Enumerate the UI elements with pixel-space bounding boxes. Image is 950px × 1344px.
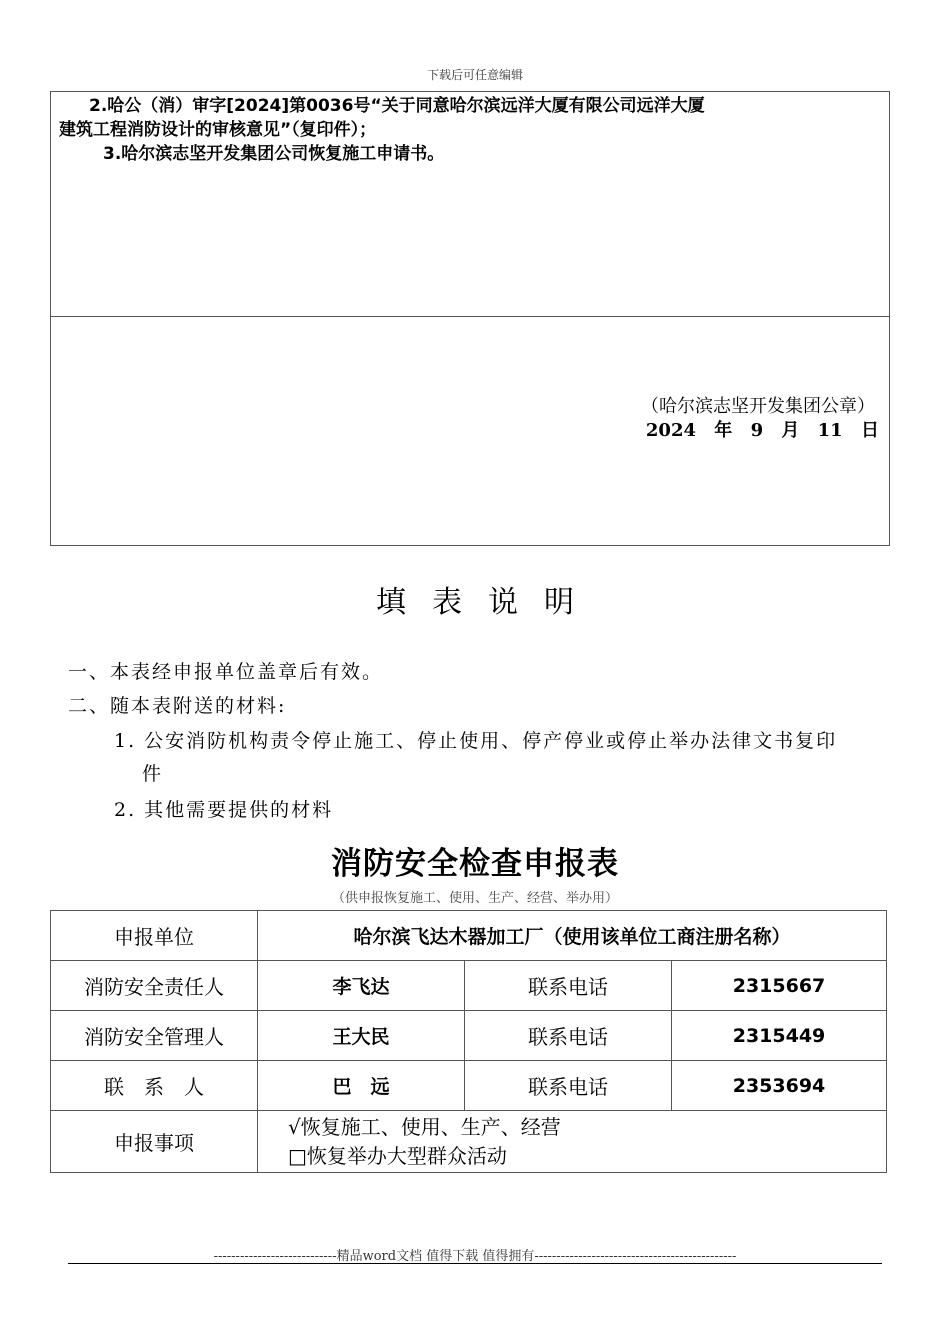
form-subtitle: （供申报恢复施工、使用、生产、经营、举办用）	[331, 891, 618, 906]
table-row	[51, 1011, 887, 1061]
items-cell	[258, 1111, 887, 1173]
attachments-box	[50, 91, 890, 546]
instruction-sub-1-cont: 件	[142, 763, 164, 785]
seal-text: （哈尔滨志坚开发集团公章）	[641, 396, 875, 417]
row-phone-label: 联系电话	[465, 961, 672, 1011]
row-name: 巴 远	[258, 1061, 465, 1111]
header-note: 下载后可任意编辑	[426, 68, 523, 82]
row-name: 王大民	[258, 1011, 465, 1061]
date-year-unit: 年	[714, 420, 733, 441]
row-phone-label: 联系电话	[465, 1061, 672, 1111]
row-phone: 2353694	[672, 1061, 887, 1111]
box-divider	[51, 316, 889, 317]
date-day: 11	[817, 420, 843, 441]
unit-value: 哈尔滨飞达木器加工厂（使用该单位工商注册名称）	[258, 911, 887, 961]
items-label: 申报事项	[51, 1111, 258, 1173]
date-month: 9	[750, 420, 764, 441]
attachment-line-3: 3.哈尔滨志坚开发集团公司恢复施工申请书。	[103, 144, 445, 164]
instruction-item-1: 一、本表经申报单位盖章后有效。	[68, 661, 384, 683]
date	[646, 416, 879, 442]
row-label: 联 系 人	[51, 1061, 258, 1111]
date-month-unit: 月	[781, 420, 800, 441]
row-phone: 2315667	[672, 961, 887, 1011]
item-checked[interactable]: √恢复施工、使用、生产、经营	[288, 1114, 561, 1139]
instruction-sub-1: 1. 公安消防机构责令停止施工、停止使用、停产停业或停止举办法律文书复印	[114, 730, 838, 752]
date-year: 2024	[645, 420, 696, 441]
table-row	[51, 1061, 887, 1111]
item-unchecked[interactable]: □恢复举办大型群众活动	[288, 1143, 507, 1168]
attachment-line-1: 2.哈公（消）审字[2024]第0036号“关于同意哈尔滨远洋大厦有限公司远洋大厦	[89, 96, 705, 116]
unit-label: 申报单位	[51, 911, 258, 961]
date-day-unit: 日	[861, 420, 879, 441]
table-row	[51, 911, 887, 961]
table-row	[51, 961, 887, 1011]
instructions-title: 填表说明	[376, 585, 600, 620]
row-phone: 2315449	[672, 1011, 887, 1061]
footer-text: ----------------------------精品word文档 值得下载 值得拥有----------------------------------------------	[213, 1249, 737, 1264]
footer-rule	[68, 1263, 882, 1264]
application-form-table	[50, 910, 887, 1173]
row-label: 消防安全责任人	[51, 961, 258, 1011]
attachment-line-2: 建筑工程消防设计的审核意见”（复印件）；	[59, 120, 377, 140]
instruction-item-2: 二、随本表附送的材料:	[68, 695, 287, 717]
row-label: 消防安全管理人	[51, 1011, 258, 1061]
form-title: 消防安全检查申报表	[331, 846, 619, 882]
instruction-sub-2: 2. 其他需要提供的材料	[114, 799, 334, 821]
row-name: 李飞达	[258, 961, 465, 1011]
table-row	[51, 1111, 887, 1173]
row-phone-label: 联系电话	[465, 1011, 672, 1061]
